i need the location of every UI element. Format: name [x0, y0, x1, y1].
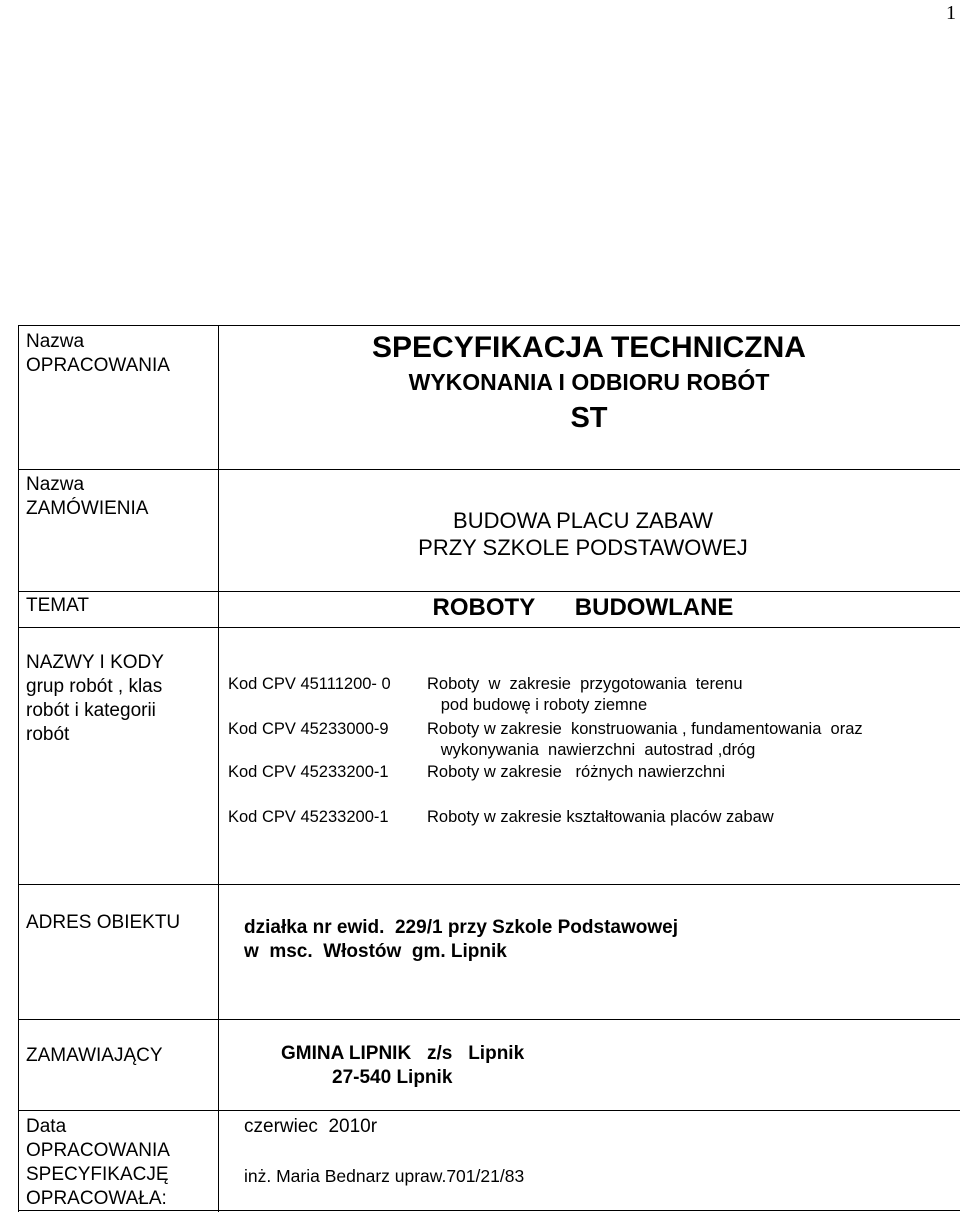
cpv-description: Roboty w zakresie przygotowania terenu pod budowę i roboty ziemne — [427, 675, 743, 714]
table-border — [18, 325, 19, 1212]
table-border — [18, 627, 960, 628]
cpv-code: Kod CPV 45233000-9 — [228, 720, 389, 738]
author-value: inż. Maria Bednarz upraw.701/21/83 — [244, 1166, 525, 1186]
cpv-code: Kod CPV 45233200-1 — [228, 808, 389, 826]
zamowienie-value-line1: BUDOWA PLACU ZABAW — [453, 508, 713, 533]
zamawiajacy-line1: GMINA LIPNIK z/s Lipnik — [281, 1043, 525, 1064]
adres-value — [244, 916, 678, 964]
data-opracowania-value: czerwiec 2010r — [244, 1116, 378, 1137]
zamawiajacy-label: ZAMAWIAJĄCY — [26, 1045, 163, 1066]
opracowanie-label: Nazwa OPRACOWANIA — [26, 331, 170, 376]
table-border — [18, 1110, 960, 1111]
zamowienie-value — [218, 507, 948, 561]
adres-line1: działka nr ewid. 229/1 przy Szkole Podstawowej — [244, 917, 678, 938]
zamawiajacy-value — [281, 1042, 524, 1090]
table-border — [218, 325, 219, 1212]
cpv-description: Roboty w zakresie kształtowania placów zabaw — [427, 808, 774, 826]
zamawiajacy-line2: 27-540 Lipnik — [332, 1067, 453, 1088]
document-title-line3: ST — [570, 402, 608, 434]
temat-value: ROBOTY BUDOWLANE — [432, 594, 734, 621]
kody-label: NAZWY I KODY grup robót , klas robót i kategorii robót — [26, 652, 164, 745]
document-title-line2: WYKONANIA I ODBIORU ROBÓT — [408, 369, 770, 395]
table-border — [18, 884, 960, 885]
specification-cover-form — [18, 325, 960, 1212]
document-title-line1: SPECYFIKACJA TECHNICZNA — [372, 331, 806, 364]
zamowienie-label: Nazwa ZAMÓWIENIA — [26, 474, 149, 519]
temat-label: TEMAT — [26, 595, 89, 616]
cpv-code: Kod CPV 45111200- 0 — [228, 675, 391, 693]
table-border — [18, 325, 960, 326]
adres-line2: w msc. Włostów gm. Lipnik — [244, 941, 507, 962]
table-border — [18, 469, 960, 470]
cpv-description: Roboty w zakresie różnych nawierzchni — [427, 763, 726, 781]
table-border — [18, 1019, 960, 1020]
data-label: Data OPRACOWANIA SPECYFIKACJĘ OPRACOWAŁA: — [26, 1116, 170, 1209]
table-border — [18, 591, 960, 592]
adres-label: ADRES OBIEKTU — [26, 912, 181, 933]
cpv-description: Roboty w zakresie konstruowania , fundamentowania oraz wykonywania nawierzchni autostrad ,dróg — [427, 720, 863, 759]
zamowienie-value-line2: PRZY SZKOLE PODSTAWOWEJ — [418, 535, 748, 560]
document-title — [218, 330, 960, 438]
page-number: 1 — [946, 2, 956, 24]
cpv-code: Kod CPV 45233200-1 — [228, 763, 389, 781]
